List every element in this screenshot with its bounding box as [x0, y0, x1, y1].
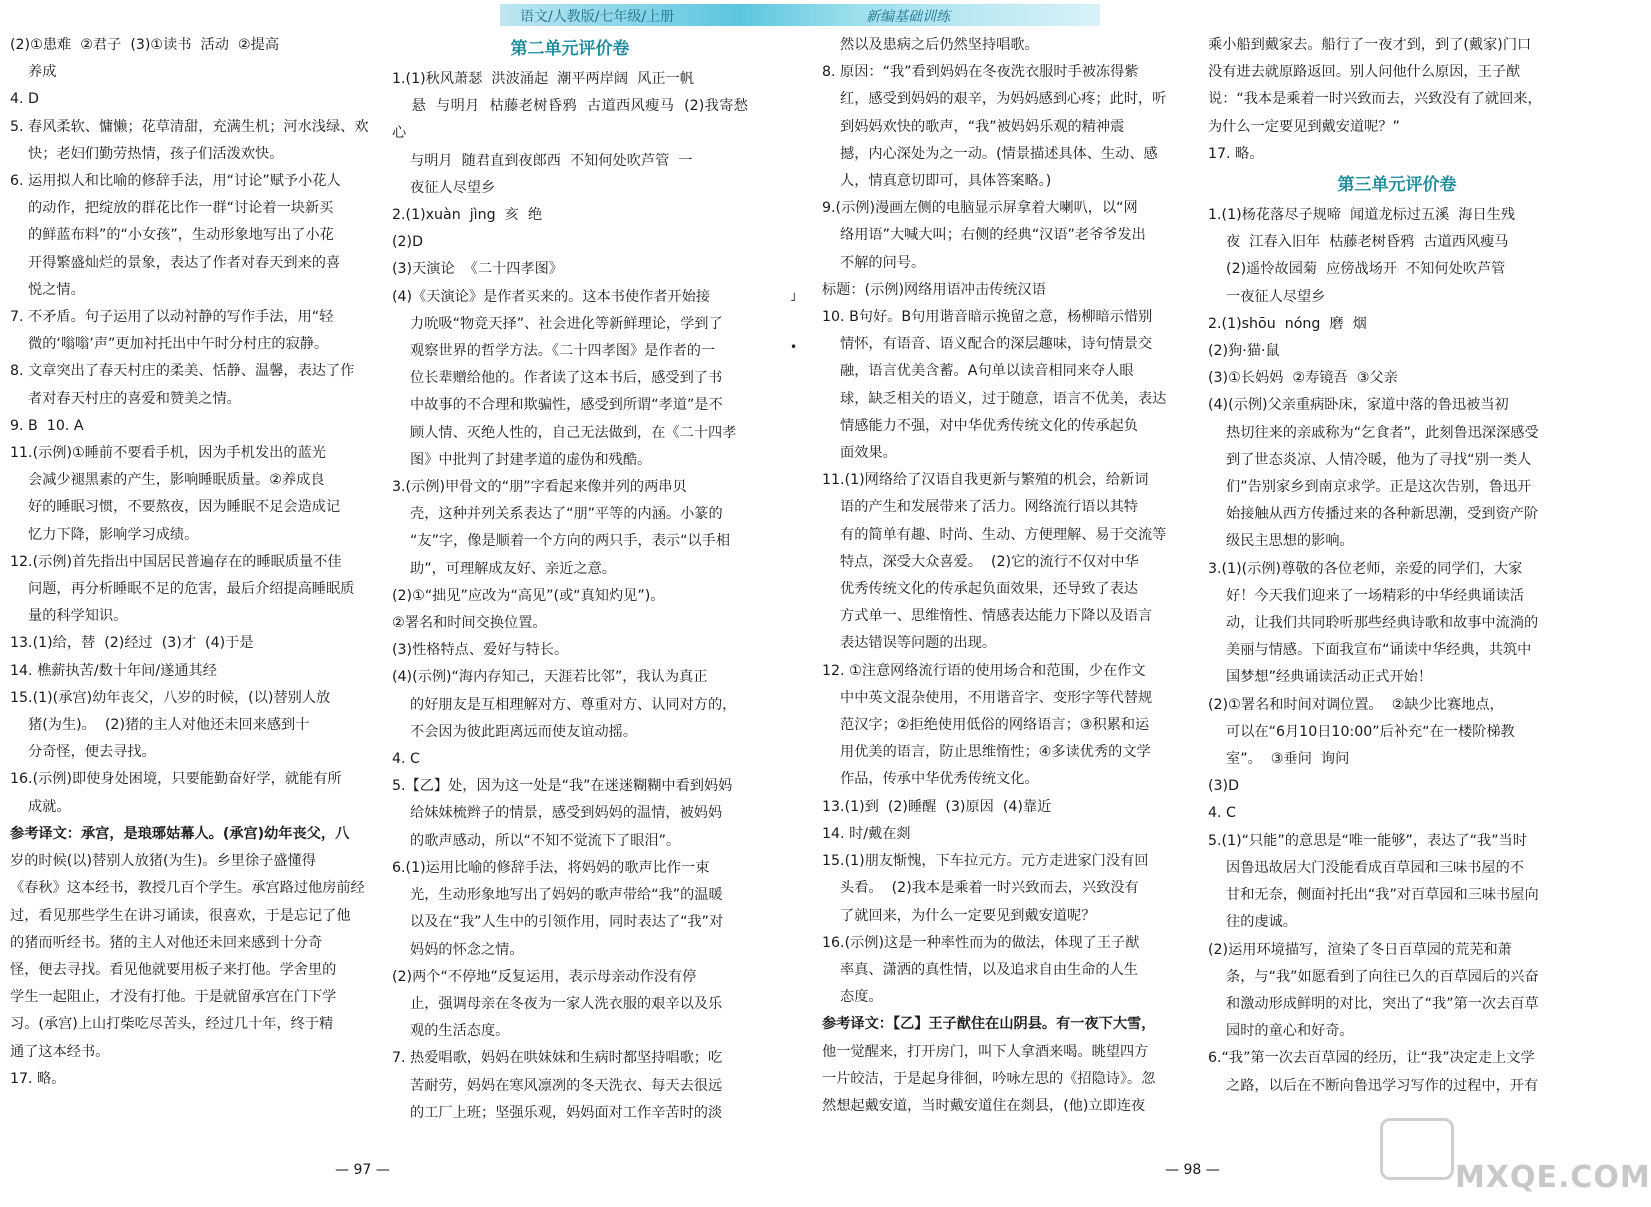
answer-line: 2.(1)shōu nóng 磨 烟	[1208, 315, 1367, 332]
watermark-text: MXQE.COM	[1455, 1160, 1651, 1195]
answer-line: 16.(示例)这是一种率性而为的做法，体现了王子猷	[822, 934, 1140, 951]
answer-line: 11.(示例)①睡前不要看手机，因为手机发出的蓝光	[10, 445, 326, 462]
answer-line: 方式单一、思维惰性、情感表达能力下降以及语言	[822, 608, 1153, 625]
answer-line: 条，与“我”如愿看到了向往已久的百草园后的兴奋	[1208, 968, 1539, 985]
answer-line: (3)性格特点、爱好与特长。	[392, 642, 569, 659]
answer-line: 的动作，把绽放的群花比作一群“讨论着一块新买	[10, 200, 334, 217]
answer-line: 标题：(示例)网络用语冲击传统汉语	[822, 281, 1046, 298]
answer-line: 夜征人尽望乡	[392, 179, 496, 196]
answer-line: 观察世界的哲学方法。《二十四孝图》是作者的一	[392, 343, 716, 360]
answer-line: 他一觉醒来，打开房门，叫下人拿酒来喝。眺望四方	[822, 1043, 1149, 1060]
answer-line: 甘和无奈，侧面衬托出“我”对百草园和三味书屋向	[1208, 887, 1539, 904]
answer-line: 1.(1)秋风萧瑟 洪波涌起 潮平两岸阔 风正一帆	[392, 71, 694, 87]
answer-line: 1.(1)杨花落尽子规啼 闻道龙标过五溪 海日生残	[1208, 207, 1516, 224]
answer-line: 国梦想”经典诵读活动正式开始！	[1208, 669, 1433, 686]
answer-line: 不会因为彼此距离远而使友谊动摇。	[392, 723, 638, 740]
page-number-left: — 97 —	[335, 1162, 390, 1178]
answer-line: 用优美的语言，防止思维惰性；④多读优秀的文学	[822, 744, 1151, 761]
answer-line: (3)①长妈妈 ②寿镜吾 ③父亲	[1208, 370, 1398, 387]
answer-line: 17. 略。	[10, 1070, 66, 1087]
answer-line: 特点，深受大众喜爱。 (2)它的流行不仅对中华	[822, 553, 1139, 570]
answer-line: 悬 与明月 枯藤老树昏鸦 古道西风瘦马 (2)我寄愁心	[392, 98, 748, 142]
answer-line: 壳，这种并列关系表达了“朋”平等的内涵。小篆的	[392, 506, 723, 523]
answer-line: 快；老妇们勤劳热情，孩子们活泼欢快。	[10, 145, 284, 162]
page-number-right: — 98 —	[1165, 1162, 1220, 1178]
answer-line: 5.【乙】处，因为这一处是“我”在迷迷糊糊中看到妈妈	[392, 778, 733, 795]
answer-line: 融，语言优美含蓄。A句单以读音相同来夺人眼	[822, 363, 1134, 380]
answer-line: 位长辈赠给他的。作者读了这本书后，感受到了书	[392, 370, 723, 387]
answer-line: 美丽与情感。下面我宣布“诵读中华经典，共筑中	[1208, 642, 1532, 659]
answer-line: 微的‘嗡嗡’声”更加衬托出中午时分村庄的寂静。	[10, 336, 329, 353]
section-title: 第三单元评价卷	[1337, 175, 1457, 196]
answer-line: 作品，传承中华优秀传统文化。	[822, 771, 1039, 788]
answer-line: 顾人情、灭绝人性的，自己无法做到，在《二十四孝	[392, 424, 737, 441]
answer-line: 以及在“我”人生中的引领作用，同时表达了“我”对	[392, 914, 724, 931]
answer-line: 面效果。	[822, 445, 897, 462]
answer-line: 没有进去就原路返回。别人问他什么原因，王子猷	[1208, 64, 1521, 81]
answer-line: 苦耐劳，妈妈在寒风凛冽的冬天洗衣、每天去很远	[392, 1077, 723, 1094]
answer-line: 妈妈的怀念之情。	[392, 941, 524, 958]
answer-line: 分奇怪，便去寻找。	[10, 744, 156, 761]
answer-line: 3.(1)(示例)尊敬的各位老师，亲爱的同学们，大家	[1208, 560, 1523, 577]
answer-line: (2)D	[392, 234, 424, 251]
answer-line: (2)①“拙见”应改为“高见”(或“真知灼见”)。	[392, 587, 665, 604]
answer-line: 夜 江春入旧年 枯藤老树昏鸦 古道西风瘦马	[1208, 234, 1509, 251]
answer-line: (2)狗·猫·鼠	[1208, 343, 1280, 360]
answer-line: 岁的时候(以)替别人放猪(为生)。乡里徐子盛懂得	[10, 853, 316, 870]
answer-line: 6. 运用拟人和比喻的修辞手法，用“讨论”赋予小花人	[10, 173, 341, 190]
answer-line: 开得繁盛灿烂的景象，表达了作者对春天到来的喜	[10, 254, 341, 271]
answer-line: 者对春天村庄的喜爱和赞美之情。	[10, 390, 241, 407]
answer-line: 止，强调母亲在冬夜为一家人洗衣服的艰辛以及乐	[392, 995, 723, 1012]
answer-line: 络用语”大喊大叫；右侧的经典“汉语”老爷爷发出	[822, 227, 1146, 244]
answer-line: 2.(1)xuàn jìng 亥 绝	[392, 207, 543, 224]
answer-line: 一片皎洁，于是起身徘徊，吟咏左思的《招隐诗》。忽	[822, 1070, 1156, 1087]
answer-line: 学生一起阻止，才没有打他。于是就留承宫在门下学	[10, 989, 337, 1006]
answer-line: 到了世态炎凉、人情冷暖，他为了寻找“别一类人	[1208, 451, 1532, 468]
answer-line: 与明月 随君直到夜郎西 不知何处吹芦管 一	[392, 152, 693, 169]
answer-line: (4)《天演论》是作者买来的。这本书使作者开始接	[392, 288, 711, 305]
answer-line: 12. ①注意网络流行语的使用场合和范围，少在作文	[822, 662, 1146, 679]
answer-line: 热切往来的亲戚称为“乞食者”，此刻鲁迅深深感受	[1208, 424, 1539, 441]
answer-line: 光，生动形象地写出了妈妈的歌声带给“我”的温暖	[392, 887, 723, 904]
answer-line: 红，感受到妈妈的艰辛，为妈妈感到心疼；此时，听	[822, 91, 1167, 108]
answer-line: 范汉字；②拒绝使用低俗的网络语言；③积累和运	[822, 717, 1150, 734]
answer-line: 为什么一定要见到戴安道呢？”	[1208, 118, 1400, 135]
answer-line: 14. 樵薪执苦/数十年间/遂通其经	[10, 662, 217, 679]
answer-line: 5.(1)“只能”的意思是“唯一能够”，表达了“我”当时	[1208, 832, 1527, 849]
answer-line: 撼，内心深处为之一动。(情景描述具体、生动、感	[822, 145, 1158, 162]
answer-line: 率真、潇洒的真性情，以及追求自由生命的人生	[822, 961, 1138, 978]
answer-line: 16.(示例)即使身处困境，只要能勤奋好学，就能有所	[10, 771, 342, 788]
answer-line: 成就。	[10, 798, 71, 815]
answer-line: 悦之情。	[10, 281, 85, 298]
answer-line: 一夜征人尽望乡	[1208, 288, 1326, 305]
header-subject: 语文/人教版/七年级/上册	[520, 9, 675, 25]
answer-line: 养成	[10, 64, 57, 81]
answer-line: ②署名和时间交换位置。	[392, 615, 547, 632]
answer-line: 11.(1)网络给了汉语自我更新与繁殖的机会，给新词	[822, 472, 1149, 489]
answer-line: 态度。	[822, 989, 883, 1006]
answer-line: 4. C	[392, 751, 420, 768]
answer-line: 的工厂上班；坚强乐观，妈妈面对工作辛苦时的淡	[392, 1104, 723, 1121]
answer-line: 7. 热爱唱歌，妈妈在哄妹妹和生病时都坚持唱歌；吃	[392, 1050, 723, 1067]
answer-line: 问题，再分析睡眠不足的危害，最后介绍提高睡眠质	[10, 581, 355, 598]
answer-line: 会减少褪黑素的产生，影响睡眠质量。②养成良	[10, 472, 325, 489]
answer-line: 中中英文混杂使用，不用谐音字、变形字等代替规	[822, 689, 1153, 706]
answer-line: 语的产生和发展带来了活力。网络流行语以其特	[822, 499, 1138, 516]
answer-line: 13.(1)给，替 (2)经过 (3)才 (4)于是	[10, 635, 254, 652]
section-title: 第二单元评价卷	[510, 39, 630, 59]
answer-line: 12.(示例)首先指出中国居民普遍存在的睡眠质量不佳	[10, 553, 342, 570]
answer-line: 到妈妈欢快的歌声，“我”被妈妈乐观的精神震	[822, 118, 1125, 135]
answer-line: 好！今天我们迎来了一场精彩的中华经典诵读活	[1208, 587, 1524, 604]
answer-line: (2)运用环境描写，渲染了冬日百草园的荒芜和萧	[1208, 941, 1512, 958]
answer-line: 级民主思想的影响。	[1208, 533, 1354, 550]
answer-line: 图》中批判了封建孝道的虚伪和残酷。	[392, 451, 652, 468]
answer-line: 15.(1)(承宫)幼年丧父，八岁的时候，(以)替别人放	[10, 689, 331, 706]
answer-line: 的歌声感动，所以“不知不觉流下了眼泪”。	[392, 832, 681, 849]
answer-line: 球，缺乏相关的语义，过于随意，语言不优美，表达	[822, 390, 1167, 407]
answer-line: (2)两个“不停地”反复运用，表示母亲动作没有停	[392, 968, 697, 985]
answer-line: 忆力下降，影响学习成绩。	[10, 526, 199, 543]
answer-line: 14. 时/戴在剡	[822, 825, 911, 842]
answer-line: 始接触从西方传播过来的各种新思潮，受到资产阶	[1208, 506, 1539, 523]
answer-line: 动，让我们共同聆听那些经典诗歌和故事中流淌的	[1208, 615, 1539, 632]
answer-line: 室”。 ③垂问 询问	[1208, 751, 1350, 768]
answer-line: 过，看见那些学生在讲习诵读，很喜欢，于是忘记了他	[10, 907, 351, 924]
answer-line: 园时的童心和好奇。	[1208, 1023, 1354, 1040]
answer-line: 习。(承宫)上山打柴吃尽苦头，经过几十年，终于精	[10, 1016, 334, 1033]
answer-line: 然以及患病之后仍然坚持唱歌。	[822, 37, 1039, 53]
gutter-mark: ˩	[790, 290, 796, 304]
answer-line: 8. 原因：“我”看到妈妈在冬夜洗衣服时手被冻得紫	[822, 64, 1139, 81]
answer-line: 量的科学知识。	[10, 608, 128, 625]
answer-line: 4. D	[10, 91, 39, 108]
answer-line: 猪(为生)。 (2)猪的主人对他还未回来感到十	[10, 717, 310, 734]
answer-line: 说：“我本是乘着一时兴致而去，兴致没有了就回来，	[1208, 91, 1542, 108]
answer-line: 优秀传统文化的传承起负面效果，还导致了表达	[822, 581, 1138, 598]
answer-line: 3.(示例)甲骨文的“朋”字看起来像并列的两串贝	[392, 479, 687, 496]
answer-line: 15.(1)朋友惭愧，下车拉元方。元方走进家门没有回	[822, 853, 1149, 870]
answer-line: 4. C	[1208, 805, 1236, 822]
answer-line: (2)遥怜故园菊 应傍战场开 不知何处吹芦管	[1208, 261, 1506, 278]
answer-line: 观的生活态度。	[392, 1023, 510, 1040]
answer-line: 8. 文章突出了春天村庄的柔美、恬静、温馨，表达了作	[10, 363, 355, 380]
answer-line: (4)(示例)“海内存知己，天涯若比邻”，我认为真正	[392, 669, 708, 686]
answer-line: 之路，以后在不断向鲁迅学习写作的过程中，开有	[1208, 1077, 1539, 1094]
answer-line: 好的睡眠习惯，不要熬夜，因为睡眠不足会造成记	[10, 499, 341, 516]
answer-line: 9.(示例)漫画左侧的电脑显示屏拿着大喇叭，以“网	[822, 200, 1138, 217]
answer-line: 不解的问号。	[822, 254, 926, 271]
watermark-logo	[1380, 1118, 1454, 1180]
answer-line: 的鲜蓝布料”的“小女孩”，生动形象地写出了小花	[10, 227, 334, 244]
answer-line: 《春秋》这本经书，教授几百个学生。承宫路过他房前经	[10, 880, 365, 897]
column-3	[822, 32, 1184, 1120]
answer-line: 13.(1)到 (2)睡醒 (3)原因 (4)靠近	[822, 798, 1052, 815]
answer-line: 然想起戴安道，当时戴安道住在剡县，(他)立即连夜	[822, 1097, 1146, 1114]
answer-line: 参考译文：【乙】王子猷住在山阴县。有一夜下大雪，	[822, 1016, 1156, 1033]
answer-line: 10. B句好。B句用谐音暗示挽留之意，杨柳暗示惜别	[822, 309, 1153, 326]
column-1	[10, 32, 370, 1093]
answer-line: 乘小船到戴家去。船行了一夜才到，到了(戴家)门口	[1208, 37, 1532, 53]
answer-line: 的猪而听经书。猪的主人对他还未回来感到十分奇	[10, 934, 323, 951]
answer-line: 和激动形成鲜明的对比，突出了“我”第一次去百草	[1208, 995, 1539, 1012]
answer-line: 力吮吸“物竞天择”、社会进化等新鲜理论，学到了	[392, 315, 723, 332]
answer-line: 17. 略。	[1208, 145, 1264, 162]
answer-line: 情怀，有语音、语义配合的深层趣味，诗句情景交	[822, 336, 1153, 353]
answer-line: 的好朋友是互相理解对方、尊重对方、认同对方的，	[392, 696, 737, 713]
answer-line: 有的简单有趣、时尚、生动、方便理解、易于交流等	[822, 526, 1167, 543]
answer-line: 表达错误等问题的出现。	[822, 635, 997, 652]
answer-line: 头看。 (2)我本是乘着一时兴致而去，兴致没有	[822, 880, 1139, 897]
answer-line: 人，情真意切即可，具体答案略。)	[822, 173, 1052, 190]
answer-line: (2)①患难 ②君子 (3)①读书 活动 ②提高	[10, 37, 280, 53]
answer-line: 6.(1)运用比喻的修辞手法，将妈妈的歌声比作一束	[392, 859, 710, 876]
answer-line: 中故事的不合理和欺骗性，感受到所谓“孝道”是不	[392, 397, 723, 414]
column-4	[1208, 32, 1586, 1100]
gutter-dot: •	[790, 340, 798, 354]
answer-line: 助”，可理解成友好、亲近之意。	[392, 560, 617, 577]
answer-line: (4)(示例)父亲重病卧床，家道中落的鲁迅被当初	[1208, 397, 1509, 414]
answer-line: 通了这本经书。	[10, 1043, 110, 1060]
answer-line: 9. B 10. A	[10, 417, 84, 434]
answer-line: 可以在“6月10日10:00”后补充“在一楼阶梯教	[1208, 723, 1515, 740]
header-series: 新编基础训练	[866, 9, 950, 25]
answer-line: “友”字，像是顺着一个方向的两只手，表示“以手相	[392, 533, 731, 550]
answer-line: 5. 春风柔软、慵懒；花草清甜，充满生机；河水浅绿、欢	[10, 118, 369, 135]
answer-line: (3)D	[1208, 778, 1240, 795]
answer-line: (3)天演论 《二十四孝图》	[392, 261, 563, 278]
column-2	[392, 32, 748, 1127]
answer-line: 7. 不矛盾。句子运用了以动衬静的写作手法，用“轻	[10, 309, 334, 326]
answer-line: 们”告别家乡到南京求学。正是这次告别，鲁迅开	[1208, 479, 1532, 496]
answer-line: 了就回来，为什么一定要见到戴安道呢？	[822, 907, 1096, 924]
answer-line: 6.“我”第一次去百草园的经历，让“我”决定走上文学	[1208, 1050, 1535, 1067]
answer-line: 情感能力不强，对中华优秀传统文化的传承起负	[822, 417, 1138, 434]
answer-line: 怪，便去寻找。看见他就要用板子来打他。学舍里的	[10, 961, 337, 978]
answer-line: 参考译文：承宫，是琅琊姑幕人。(承宫)幼年丧父，八	[10, 825, 350, 842]
answer-line: (2)①署名和时间对调位置。 ②缺少比赛地点，	[1208, 696, 1504, 713]
answer-line: 给妹妹梳辫子的情景，感受到妈妈的温情，被妈妈	[392, 805, 723, 822]
answer-line: 因鲁迅故居大门没能看成百草园和三味书屋的不	[1208, 859, 1524, 876]
answer-line: 往的虔诚。	[1208, 914, 1297, 931]
